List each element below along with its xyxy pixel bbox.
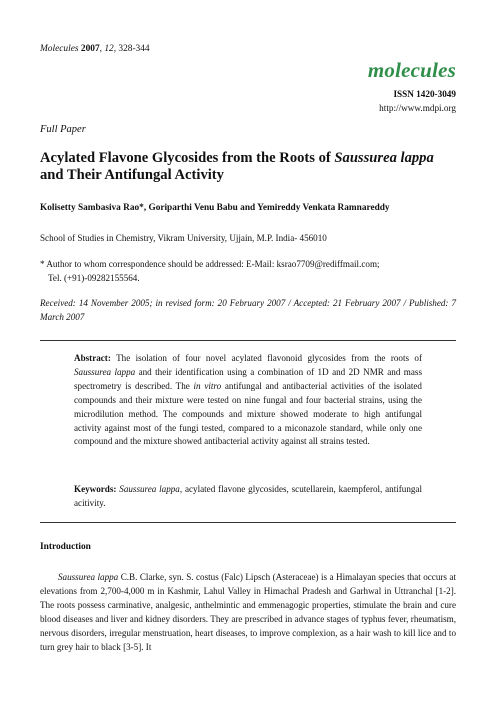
paper-type: Full Paper (40, 124, 86, 135)
intro-text: C.B. Clarke, syn. S. costus (Falc) Lipsch (Asteraceae) is a Himalayan species that occurs at elevations from 2,700-4,000 m in Kashmir, Lahul Valley in Himachal Pradesh and Garhwal in Uttranchal [1-2]. The roots possess carminative, analgesic, anthelmintic and emmenagogic properties, stimulate the brain and cure blood diseases and liver and kidney disorders. They are prescribed in advance stages of typhus fever, rheumatism, nervous disorders, irregular menstruation, heart diseases, to improve complexion, as a hair wash to kill lice and to turn grey hair to black [3-5]. It (40, 572, 456, 652)
abstract-in-vitro: in vitro (193, 380, 222, 391)
journal-year: 2007 (80, 44, 100, 54)
introduction-heading: Introduction (40, 542, 91, 552)
journal-logo: molecules (367, 58, 456, 82)
keywords-rest: , acylated flavone glycosides, scutellarein, kaempferol, antifungal acitivity. (74, 484, 422, 508)
abstract-top-rule (40, 340, 456, 341)
journal-citation: Molecules 2007, 12, 328-344 (40, 44, 150, 54)
correspondence-email: * Author to whom correspondence should be addressed: E-Mail: ksrao7709@rediffmail.com; (40, 259, 380, 269)
abstract-label: Abstract: (74, 353, 111, 363)
journal-url[interactable]: http://www.mdpi.org (379, 103, 456, 113)
abstract-text-3: antifungal and antibacterial activities of the isolated compounds and their mixture were tested on nine fungal and four bacterial strains, using the microdilution method. The compounds and mixture showed moderate to high antifungal activity against most of the fungi tested, compared to a miconazole standard, while only one compound and the mixture showed antibacterial activity against all strains tested. (74, 380, 422, 447)
authors: Kolisetty Sambasiva Rao*, Goriparthi Venu Babu and Yemireddy Venkata Ramnareddy (40, 203, 390, 213)
journal-volume: 12 (104, 44, 114, 54)
title-species: Saussurea lappa (334, 150, 434, 166)
keywords-label: Keywords: (74, 484, 117, 494)
keywords (74, 483, 422, 511)
correspondence (40, 258, 460, 285)
publication-dates: Received: 14 November 2005; in revised form: 20 February 2007 / Accepted: 21 February 2007 / Published: 7 March 2007 (40, 298, 456, 322)
affiliation: School of Studies in Chemistry, Vikram University, Ujjain, M.P. India- 456010 (40, 233, 327, 243)
title-part1: Acylated Flavone Glycosides from the Roots of (40, 150, 335, 166)
abstract-bottom-rule (40, 522, 456, 523)
correspondence-phone: Tel. (+91)-09282155564. (48, 272, 140, 283)
abstract (74, 352, 422, 449)
journal-pages: , 328-344 (113, 44, 150, 54)
issn: ISSN 1420-3049 (393, 89, 456, 99)
keywords-species: Saussurea lappa (119, 484, 180, 494)
intro-species: Saussurea lappa (58, 572, 119, 582)
abstract-species: Saussurea lappa (74, 366, 136, 377)
abstract-text-2: and their identification using a combination of 1D and 2D NMR and mass spectrometry is described. The (74, 366, 422, 391)
paper-title (40, 150, 460, 184)
abstract-text-1: The isolation of four novel acylated flavonoid glycosides from the roots of (110, 353, 422, 363)
title-part2: and Their Antifungal Activity (40, 167, 224, 183)
introduction-paragraph (40, 571, 456, 654)
journal-name: Molecules (40, 44, 79, 54)
